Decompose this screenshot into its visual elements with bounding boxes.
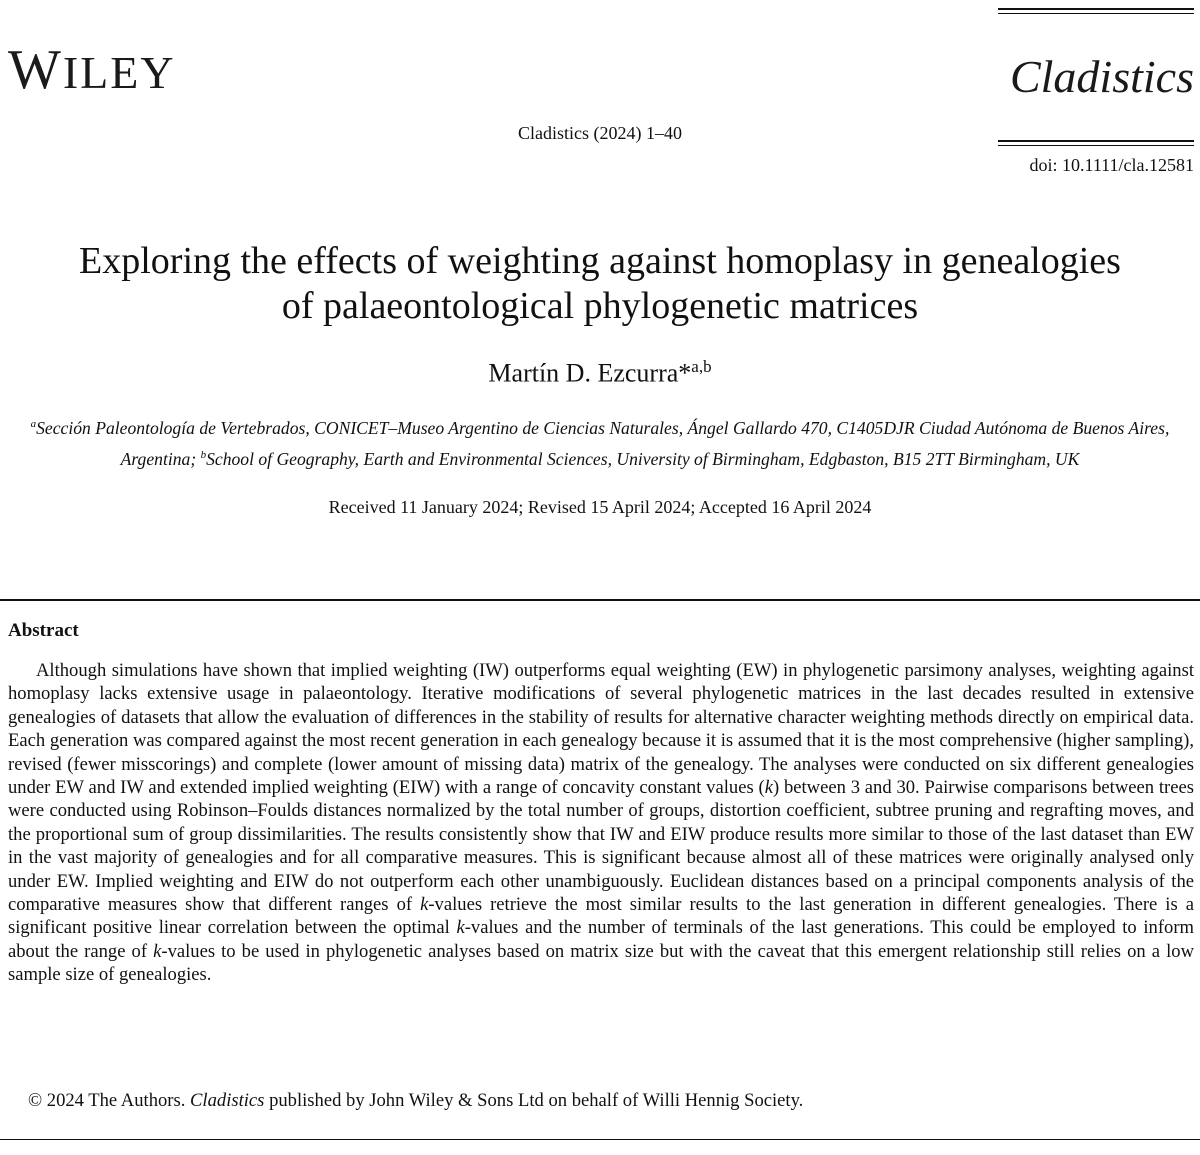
abstract-heading: Abstract: [8, 620, 79, 641]
abstract-text-1: Although simulations have shown that implied weighting (IW) outperforms equal weighting (EW) in phylogenetic parsimony analyses, weighting against homoplasy lacks extensive usage in palaeontology. Iterative modifications of several phylogenetic matrices in the last decades resulted in extensive genealogies of datasets that allow the evaluation of differences in the stability of results for alternative character weighting methods directly on empirical data. Each generation was compared against the most recent generation in each genealogy because it is assumed that it is the most comprehensive (higher sampling), revised (fewer misscorings) and complete (lower amount of missing data) matrix of the genealogy. The analyses were conducted on six different genealogies under EW and IW and extended implied weighting (EIW) with a range of concavity constant values (: [8, 660, 1194, 799]
journal-name: Cladistics: [1009, 51, 1194, 102]
abstract-k-symbol: k: [764, 777, 773, 799]
journal-masthead: [998, 8, 1194, 176]
author-affiliation-marks: a,b: [691, 357, 712, 376]
publisher-logo-initial: W: [8, 39, 63, 101]
abstract-k-symbol: k: [420, 894, 429, 916]
copyright-journal: Cladistics: [190, 1090, 265, 1111]
abstract-text-5: -values to be used in phylogenetic analyses based on matrix size but with the caveat that this emergent relationship still relies on a low sample size of genealogies.: [8, 940, 1194, 986]
author-corresponding-mark: *: [678, 358, 692, 388]
copyright-text-1: © 2024 The Authors.: [28, 1090, 186, 1111]
affiliation-b: School of Geography, Earth and Environmental Sciences, University of Birmingham, Edgbaston, B15 2TT Birmingham, UK: [206, 448, 1080, 469]
author-line: [0, 357, 1200, 389]
article-dates: Received 11 January 2024; Revised 15 April 2024; Accepted 16 April 2024: [328, 497, 872, 517]
affiliations: [10, 411, 1190, 473]
copyright-text-2: published by John Wiley & Sons Ltd on behalf of Willi Hennig Society.: [269, 1090, 804, 1111]
masthead-rule-top: [998, 8, 1194, 10]
abstract-k-symbol: k: [153, 940, 162, 962]
article-title-line-2: of palaeontological phylogenetic matrices: [281, 285, 919, 327]
abstract-text-2: ) between 3 and 30. Pairwise comparisons between trees were conducted using Robinson–Foulds distances normalized by the total number of groups, distortion coefficient, subtree pruning and regrafting moves, and the proportional sum of group dissimilarities. The results consistently show that IW and EIW produce results more similar to those of the last dataset than EW in the vast majority of genealogies and for all comparative measures. This is significant because almost all of these matrices were originally analysed only under EW. Implied weighting and EIW do not outperform each other unambiguously. Euclidean distances based on a principal components analysis of the comparative measures show that different ranges of: [8, 777, 1194, 916]
abstract-body: [8, 659, 1194, 987]
article-title-line-1: Exploring the effects of weighting against homoplasy in genealogies: [79, 240, 1121, 282]
abstract-k-symbol: k: [456, 917, 465, 939]
copyright-notice: [28, 1090, 803, 1112]
affiliation-b-mark: b: [200, 448, 207, 461]
affiliation-a: Sección Paleontología de Vertebrados, CONICET–Museo Argentino de Ciencias Naturales, Ángel Gallardo 470, C1405DJR Ciudad Autónoma de Buenos Aires, Argentina;: [36, 417, 1170, 469]
article-title: [0, 239, 1200, 329]
abstract-text-4: -values and the number of terminals of the last generations. This could be employed to inform about the range of: [8, 917, 1194, 962]
publisher-logo: [8, 39, 176, 101]
abstract-text-3: -values retrieve the most similar results to the last generation in different genealogies. There is a significant positive linear correlation between the optimal: [8, 894, 1194, 939]
doi[interactable]: doi: 10.1111/cla.12581: [1029, 155, 1194, 175]
publisher-logo-rest: ILEY: [62, 47, 176, 98]
masthead-rule-bottom-thin: [998, 145, 1194, 146]
masthead-rule-top-thin: [998, 13, 1194, 14]
author-name[interactable]: Martín D. Ezcurra: [488, 358, 679, 388]
citation: Cladistics (2024) 1–40: [518, 123, 682, 143]
affiliation-a-mark: a: [30, 418, 37, 430]
abstract-rule-top: [0, 599, 1200, 601]
abstract-rule-bottom: [0, 1139, 1200, 1140]
